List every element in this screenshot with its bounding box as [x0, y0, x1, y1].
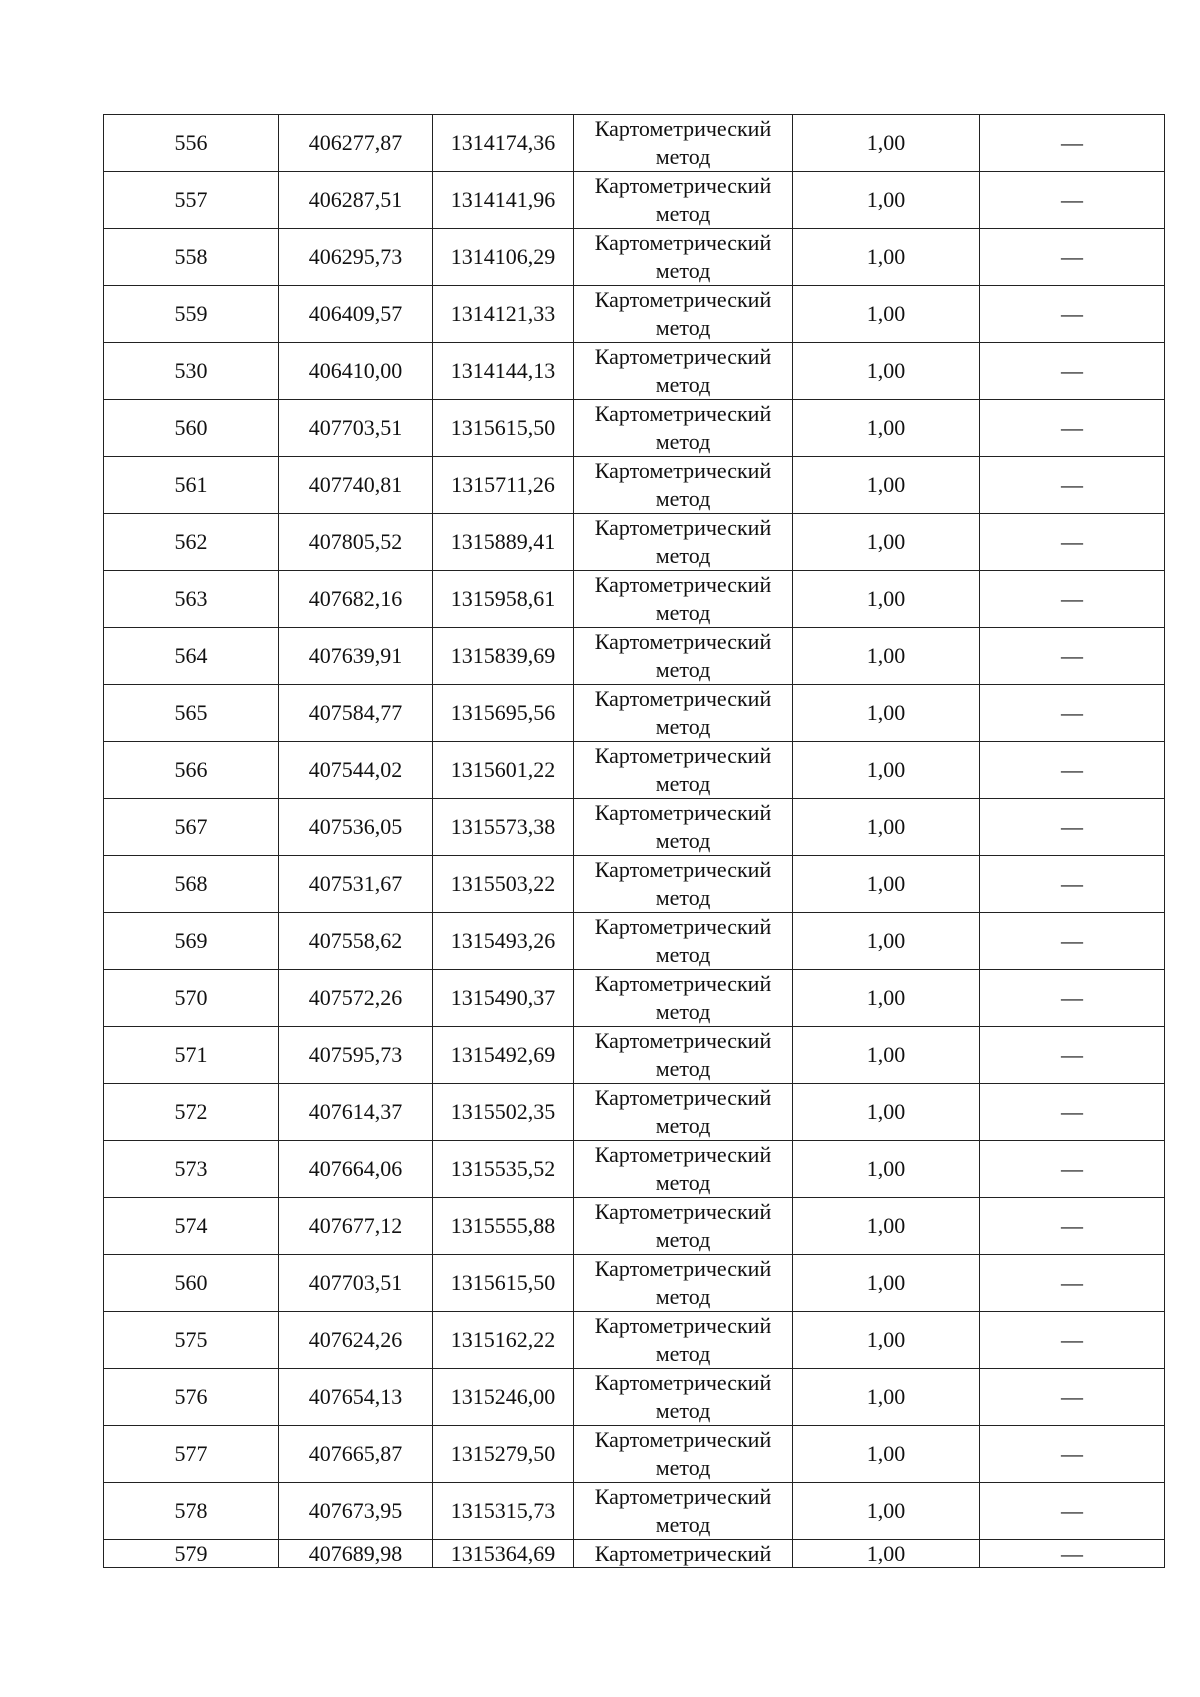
accuracy-cell: 1,00	[793, 856, 980, 913]
y-coordinate-cell: 1315503,22	[433, 856, 574, 913]
method-cell	[574, 628, 793, 685]
x-coordinate-cell: 407689,98	[279, 1540, 433, 1568]
method-cell	[574, 1426, 793, 1483]
y-coordinate-cell: 1314174,36	[433, 115, 574, 172]
x-coordinate-cell: 407677,12	[279, 1198, 433, 1255]
accuracy-cell: 1,00	[793, 628, 980, 685]
note-cell: —	[980, 1426, 1165, 1483]
note-cell: —	[980, 457, 1165, 514]
x-coordinate-cell: 407654,13	[279, 1369, 433, 1426]
y-coordinate-cell: 1315162,22	[433, 1312, 574, 1369]
table-row	[104, 742, 1165, 799]
method-line-1: Картометрический	[594, 1484, 772, 1509]
y-coordinate-cell: 1315615,50	[433, 400, 574, 457]
y-coordinate-cell: 1314141,96	[433, 172, 574, 229]
y-coordinate-cell: 1315246,00	[433, 1369, 574, 1426]
method-line-1: Картометрический	[594, 686, 772, 711]
method-cell	[574, 685, 793, 742]
method-line-1: Картометрический	[594, 1142, 772, 1167]
method-line-2: метод	[655, 1455, 711, 1480]
point-number-cell: 563	[104, 571, 279, 628]
method-line-2: метод	[655, 942, 711, 967]
point-number-cell: 572	[104, 1084, 279, 1141]
table-row	[104, 286, 1165, 343]
accuracy-cell: 1,00	[793, 229, 980, 286]
y-coordinate-cell: 1315490,37	[433, 970, 574, 1027]
y-coordinate-cell: 1315555,88	[433, 1198, 574, 1255]
y-coordinate-cell: 1315493,26	[433, 913, 574, 970]
x-coordinate-cell: 407572,26	[279, 970, 433, 1027]
x-coordinate-cell: 406295,73	[279, 229, 433, 286]
y-coordinate-cell: 1315535,52	[433, 1141, 574, 1198]
method-cell	[574, 115, 793, 172]
method-cell	[574, 343, 793, 400]
method-line-1: Картометрический	[594, 1541, 772, 1566]
note-cell: —	[980, 115, 1165, 172]
method-line-2: метод	[655, 1056, 711, 1081]
method-line-2: метод	[655, 714, 711, 739]
x-coordinate-cell: 407544,02	[279, 742, 433, 799]
method-line-2: метод	[655, 771, 711, 796]
accuracy-cell: 1,00	[793, 1027, 980, 1084]
note-cell: —	[980, 1483, 1165, 1540]
method-line-2: метод	[655, 657, 711, 682]
table-row	[104, 799, 1165, 856]
table-row	[104, 514, 1165, 571]
method-line-1: Картометрический	[594, 743, 772, 768]
x-coordinate-cell: 407639,91	[279, 628, 433, 685]
y-coordinate-cell: 1315958,61	[433, 571, 574, 628]
table-row	[104, 229, 1165, 286]
method-cell	[574, 1540, 793, 1568]
note-cell: —	[980, 286, 1165, 343]
method-line-2: метод	[655, 258, 711, 283]
note-cell: —	[980, 571, 1165, 628]
note-cell: —	[980, 1198, 1165, 1255]
point-number-cell: 556	[104, 115, 279, 172]
x-coordinate-cell: 407536,05	[279, 799, 433, 856]
point-number-cell: 561	[104, 457, 279, 514]
x-coordinate-cell: 407531,67	[279, 856, 433, 913]
x-coordinate-cell: 407682,16	[279, 571, 433, 628]
note-cell: —	[980, 1141, 1165, 1198]
table-row	[104, 172, 1165, 229]
x-coordinate-cell: 407664,06	[279, 1141, 433, 1198]
note-cell: —	[980, 913, 1165, 970]
method-cell	[574, 400, 793, 457]
accuracy-cell: 1,00	[793, 172, 980, 229]
y-coordinate-cell: 1315502,35	[433, 1084, 574, 1141]
point-number-cell: 560	[104, 400, 279, 457]
point-number-cell: 559	[104, 286, 279, 343]
point-number-cell: 566	[104, 742, 279, 799]
method-cell	[574, 913, 793, 970]
note-cell: —	[980, 514, 1165, 571]
method-cell	[574, 856, 793, 913]
accuracy-cell: 1,00	[793, 685, 980, 742]
method-cell	[574, 1483, 793, 1540]
method-line-1: Картометрический	[594, 1028, 772, 1053]
method-line-1: Картометрический	[594, 629, 772, 654]
table-row	[104, 1255, 1165, 1312]
x-coordinate-cell: 406410,00	[279, 343, 433, 400]
table-row	[104, 571, 1165, 628]
method-cell	[574, 571, 793, 628]
x-coordinate-cell: 407703,51	[279, 1255, 433, 1312]
accuracy-cell: 1,00	[793, 1312, 980, 1369]
x-coordinate-cell: 407595,73	[279, 1027, 433, 1084]
method-line-1: Картометрический	[594, 458, 772, 483]
point-number-cell: 578	[104, 1483, 279, 1540]
method-line-2: метод	[655, 885, 711, 910]
method-line-1: Картометрический	[594, 116, 772, 141]
y-coordinate-cell: 1315839,69	[433, 628, 574, 685]
table-row	[104, 1027, 1165, 1084]
y-coordinate-cell: 1314106,29	[433, 229, 574, 286]
y-coordinate-cell: 1314144,13	[433, 343, 574, 400]
table-row	[104, 400, 1165, 457]
table-row	[104, 1084, 1165, 1141]
point-number-cell: 564	[104, 628, 279, 685]
note-cell: —	[980, 1084, 1165, 1141]
method-line-2: метод	[655, 999, 711, 1024]
note-cell: —	[980, 229, 1165, 286]
table-body	[104, 115, 1165, 1568]
method-line-2: метод	[655, 1284, 711, 1309]
y-coordinate-cell: 1315601,22	[433, 742, 574, 799]
method-line-2: метод	[655, 1227, 711, 1252]
method-line-1: Картометрический	[594, 1199, 772, 1224]
accuracy-cell: 1,00	[793, 913, 980, 970]
note-cell: —	[980, 799, 1165, 856]
method-line-2: метод	[655, 372, 711, 397]
point-number-cell: 530	[104, 343, 279, 400]
y-coordinate-cell: 1315615,50	[433, 1255, 574, 1312]
point-number-cell: 571	[104, 1027, 279, 1084]
table-row	[104, 1312, 1165, 1369]
coordinates-table	[103, 114, 1165, 1568]
point-number-cell: 574	[104, 1198, 279, 1255]
method-line-1: Картометрический	[594, 344, 772, 369]
point-number-cell: 579	[104, 1540, 279, 1568]
method-line-1: Картометрический	[594, 173, 772, 198]
table-row	[104, 1141, 1165, 1198]
method-line-1: Картометрический	[594, 572, 772, 597]
accuracy-cell: 1,00	[793, 400, 980, 457]
accuracy-cell: 1,00	[793, 343, 980, 400]
note-cell: —	[980, 172, 1165, 229]
accuracy-cell: 1,00	[793, 1426, 980, 1483]
point-number-cell: 577	[104, 1426, 279, 1483]
note-cell: —	[980, 1369, 1165, 1426]
note-cell: —	[980, 1255, 1165, 1312]
method-line-1: Картометрический	[594, 1313, 772, 1338]
y-coordinate-cell: 1315695,56	[433, 685, 574, 742]
accuracy-cell: 1,00	[793, 1198, 980, 1255]
method-cell	[574, 1369, 793, 1426]
method-line-1: Картометрический	[594, 230, 772, 255]
method-line-1: Картометрический	[594, 914, 772, 939]
table-row	[104, 115, 1165, 172]
method-line-2: метод	[655, 429, 711, 454]
method-cell	[574, 742, 793, 799]
method-cell	[574, 799, 793, 856]
method-line-1: Картометрический	[594, 401, 772, 426]
method-line-1: Картометрический	[594, 1085, 772, 1110]
x-coordinate-cell: 406409,57	[279, 286, 433, 343]
method-cell	[574, 970, 793, 1027]
accuracy-cell: 1,00	[793, 1255, 980, 1312]
point-number-cell: 557	[104, 172, 279, 229]
note-cell: —	[980, 1312, 1165, 1369]
method-line-2: метод	[655, 828, 711, 853]
x-coordinate-cell: 406277,87	[279, 115, 433, 172]
method-cell	[574, 286, 793, 343]
method-cell	[574, 457, 793, 514]
accuracy-cell: 1,00	[793, 1084, 980, 1141]
method-line-2: метод	[655, 1341, 711, 1366]
note-cell: —	[980, 628, 1165, 685]
table-row	[104, 913, 1165, 970]
y-coordinate-cell: 1315364,69	[433, 1540, 574, 1568]
method-line-2: метод	[655, 1512, 711, 1537]
method-cell	[574, 1255, 793, 1312]
method-cell	[574, 1198, 793, 1255]
method-line-1: Картометрический	[594, 1427, 772, 1452]
method-line-1: Картометрический	[594, 1370, 772, 1395]
method-cell	[574, 229, 793, 286]
accuracy-cell: 1,00	[793, 457, 980, 514]
table-row	[104, 1483, 1165, 1540]
accuracy-cell: 1,00	[793, 1141, 980, 1198]
x-coordinate-cell: 407584,77	[279, 685, 433, 742]
accuracy-cell: 1,00	[793, 970, 980, 1027]
point-number-cell: 568	[104, 856, 279, 913]
table-row	[104, 685, 1165, 742]
y-coordinate-cell: 1315492,69	[433, 1027, 574, 1084]
table-row	[104, 628, 1165, 685]
x-coordinate-cell: 407558,62	[279, 913, 433, 970]
table-row	[104, 856, 1165, 913]
table-row	[104, 1540, 1165, 1568]
table-row	[104, 343, 1165, 400]
note-cell: —	[980, 400, 1165, 457]
method-line-2: метод	[655, 486, 711, 511]
method-cell	[574, 1084, 793, 1141]
point-number-cell: 575	[104, 1312, 279, 1369]
y-coordinate-cell: 1315889,41	[433, 514, 574, 571]
method-line-1: Картометрический	[594, 800, 772, 825]
y-coordinate-cell: 1315573,38	[433, 799, 574, 856]
x-coordinate-cell: 407703,51	[279, 400, 433, 457]
method-line-2: метод	[655, 543, 711, 568]
method-cell	[574, 172, 793, 229]
x-coordinate-cell: 406287,51	[279, 172, 433, 229]
method-line-1: Картометрический	[594, 287, 772, 312]
method-cell	[574, 1027, 793, 1084]
note-cell: —	[980, 970, 1165, 1027]
note-cell: —	[980, 685, 1165, 742]
x-coordinate-cell: 407665,87	[279, 1426, 433, 1483]
table-row	[104, 970, 1165, 1027]
table-row	[104, 1426, 1165, 1483]
y-coordinate-cell: 1315315,73	[433, 1483, 574, 1540]
y-coordinate-cell: 1315279,50	[433, 1426, 574, 1483]
y-coordinate-cell: 1314121,33	[433, 286, 574, 343]
point-number-cell: 562	[104, 514, 279, 571]
method-cell	[574, 1141, 793, 1198]
method-line-2: метод	[655, 1398, 711, 1423]
point-number-cell: 569	[104, 913, 279, 970]
note-cell: —	[980, 742, 1165, 799]
accuracy-cell: 1,00	[793, 742, 980, 799]
accuracy-cell: 1,00	[793, 286, 980, 343]
method-line-1: Картометрический	[594, 857, 772, 882]
table-row	[104, 1198, 1165, 1255]
x-coordinate-cell: 407624,26	[279, 1312, 433, 1369]
x-coordinate-cell: 407614,37	[279, 1084, 433, 1141]
accuracy-cell: 1,00	[793, 1540, 980, 1568]
point-number-cell: 567	[104, 799, 279, 856]
point-number-cell: 558	[104, 229, 279, 286]
accuracy-cell: 1,00	[793, 514, 980, 571]
method-line-2: метод	[655, 1170, 711, 1195]
method-cell	[574, 514, 793, 571]
accuracy-cell: 1,00	[793, 571, 980, 628]
accuracy-cell: 1,00	[793, 1483, 980, 1540]
accuracy-cell: 1,00	[793, 1369, 980, 1426]
method-line-2: метод	[655, 315, 711, 340]
x-coordinate-cell: 407740,81	[279, 457, 433, 514]
table-row	[104, 457, 1165, 514]
method-line-2: метод	[655, 201, 711, 226]
accuracy-cell: 1,00	[793, 799, 980, 856]
method-line-2: метод	[655, 600, 711, 625]
note-cell: —	[980, 1540, 1165, 1568]
accuracy-cell: 1,00	[793, 115, 980, 172]
method-line-1: Картометрический	[594, 515, 772, 540]
point-number-cell: 565	[104, 685, 279, 742]
point-number-cell: 570	[104, 970, 279, 1027]
point-number-cell: 576	[104, 1369, 279, 1426]
y-coordinate-cell: 1315711,26	[433, 457, 574, 514]
note-cell: —	[980, 1027, 1165, 1084]
x-coordinate-cell: 407805,52	[279, 514, 433, 571]
point-number-cell: 560	[104, 1255, 279, 1312]
point-number-cell: 573	[104, 1141, 279, 1198]
method-line-1: Картометрический	[594, 1256, 772, 1281]
x-coordinate-cell: 407673,95	[279, 1483, 433, 1540]
table-row	[104, 1369, 1165, 1426]
note-cell: —	[980, 343, 1165, 400]
method-line-1: Картометрический	[594, 971, 772, 996]
method-line-2: метод	[655, 144, 711, 169]
method-cell	[574, 1312, 793, 1369]
method-line-2: метод	[655, 1113, 711, 1138]
note-cell: —	[980, 856, 1165, 913]
